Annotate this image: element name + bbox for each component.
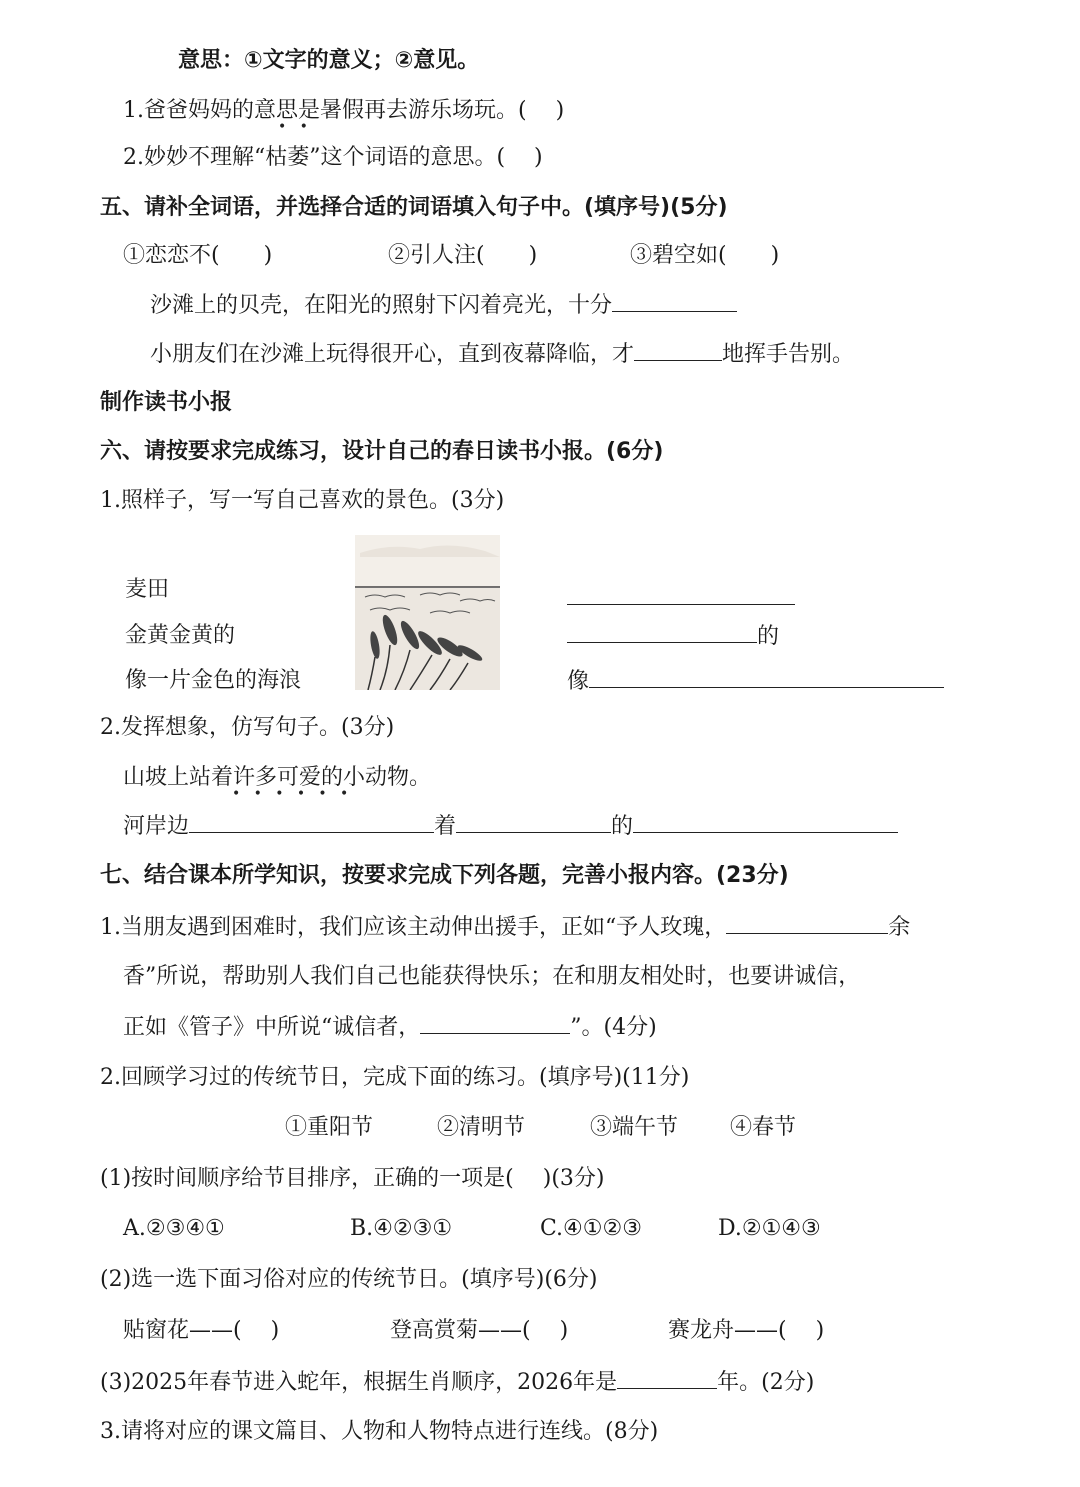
- q6-sub2: 2.发挥想象，仿写句子。(3分): [100, 715, 395, 740]
- answer-blank[interactable]: [456, 810, 611, 833]
- answer-blank[interactable]: [567, 582, 795, 605]
- q5-option-3: ③碧空如( ): [630, 243, 780, 268]
- q5-sentence-2: [150, 338, 854, 371]
- q5-option-1: ①恋恋不( ): [123, 243, 273, 268]
- q6-line-word-2: 着: [434, 814, 457, 839]
- q6-xiang-label: 像: [567, 669, 590, 694]
- q7-p1-text-e: ”。(4分): [570, 1015, 657, 1040]
- q7-s3: [100, 1366, 814, 1399]
- q7-p1-line-3: [123, 1011, 657, 1044]
- custom-2: 登高赏菊——( ): [390, 1318, 569, 1343]
- q7-p1-text-a: 1.当朋友遇到困难时，我们应该主动伸出援手，正如“予人玫瑰，: [100, 915, 727, 940]
- q6-sub1: 1.照样子，写一写自己喜欢的景色。(3分): [100, 488, 505, 513]
- q7-p1-text-b: 余: [888, 915, 911, 940]
- festival-option-3: ③端午节: [590, 1115, 679, 1140]
- q5-title: 五、请补全词语，并选择合适的词语填入句子中。(填序号)(5分): [100, 195, 728, 220]
- q5-sentence-1-text: 沙滩上的贝壳，在阳光的照射下闪着亮光，十分: [150, 293, 613, 318]
- wheat-field-illustration: [350, 535, 505, 690]
- q7-p1-text-d: 正如《管子》中所说“诚信者，: [123, 1015, 421, 1040]
- q7-p1-line-1: [100, 911, 910, 944]
- q6-model-sentence: 山坡上站着许多可爱的小动物。: [123, 765, 432, 790]
- answer-blank[interactable]: [633, 810, 898, 833]
- q7-s1: (1)按时间顺序给节目排序，正确的一项是( )(3分): [100, 1166, 605, 1191]
- festival-option-1: ①重阳节: [285, 1115, 374, 1140]
- festival-option-4: ④春节: [730, 1115, 797, 1140]
- example-word-1: 麦田: [125, 577, 170, 602]
- q7-s2: (2)选一选下面习俗对应的传统节日。(填序号)(6分): [100, 1267, 598, 1292]
- q5-sentence-2-text-a: 小朋友们在沙滩上玩得很开心，直到夜幕降临，才: [150, 342, 635, 367]
- q6-title: 六、请按要求完成练习，设计自己的春日读书小报。(6分): [100, 439, 664, 464]
- section-title: 制作读书小报: [100, 390, 233, 415]
- q6-line-word-1: 河岸边: [123, 814, 190, 839]
- q5-option-2: ②引人注( ): [388, 243, 538, 268]
- answer-blank[interactable]: [726, 911, 888, 934]
- q7-p1-line-2: 香”所说，帮助别人我们自己也能获得快乐；在和朋友相处时，也要讲诚信，: [123, 964, 861, 989]
- answer-blank[interactable]: [189, 810, 434, 833]
- festival-option-2: ②清明节: [437, 1115, 526, 1140]
- meaning-note: 意思：①文字的意义；②意见。: [178, 48, 480, 73]
- q7-s3-text-a: (3)2025年春节进入蛇年，根据生肖顺序，2026年是: [100, 1370, 618, 1395]
- q6-line-word-3: 的: [611, 814, 634, 839]
- example-word-3: 像一片金色的海浪: [125, 668, 302, 693]
- answer-blank[interactable]: [589, 665, 944, 688]
- custom-1: 贴窗花——( ): [123, 1318, 280, 1343]
- answer-blank[interactable]: [420, 1011, 570, 1034]
- q7-s3-text-b: 年。(2分): [717, 1370, 815, 1395]
- q4-item-2: 2.妙妙不理解“枯萎”这个词语的意思。( ): [123, 145, 543, 170]
- answer-blank[interactable]: [612, 289, 737, 312]
- q7-title: 七、结合课本所学知识，按要求完成下列各题，完善小报内容。(23分): [100, 863, 789, 888]
- choice-d: D.②①④③: [718, 1216, 821, 1241]
- q4-item-1: 1.爸爸妈妈的意思是暑假再去游乐场玩。( ): [123, 98, 565, 123]
- q6-imitation-line: [123, 810, 898, 843]
- choice-a: A.②③④①: [123, 1216, 225, 1241]
- q5-sentence-2-text-b: 地挥手告别。: [722, 342, 855, 367]
- example-word-2: 金黄金黄的: [125, 623, 236, 648]
- answer-blank[interactable]: [634, 338, 722, 361]
- choice-c: C.④①②③: [540, 1216, 642, 1241]
- q7-p2: 2.回顾学习过的传统节日，完成下面的练习。(填序号)(11分): [100, 1065, 690, 1090]
- q6-de-label: 的: [757, 624, 780, 649]
- custom-3: 赛龙舟——( ): [668, 1318, 825, 1343]
- emphasis-dots: • •: [278, 119, 308, 135]
- answer-blank[interactable]: [617, 1366, 717, 1389]
- emphasis-dots: • • • • • •: [232, 786, 349, 802]
- q6-line-3: [567, 665, 944, 698]
- answer-blank[interactable]: [567, 620, 757, 643]
- choice-b: B.④②③①: [350, 1216, 453, 1241]
- q5-sentence-1: [150, 289, 737, 322]
- q7-p3: 3.请将对应的课文篇目、人物和人物特点进行连线。(8分): [100, 1419, 659, 1444]
- q6-line-2: [567, 620, 779, 653]
